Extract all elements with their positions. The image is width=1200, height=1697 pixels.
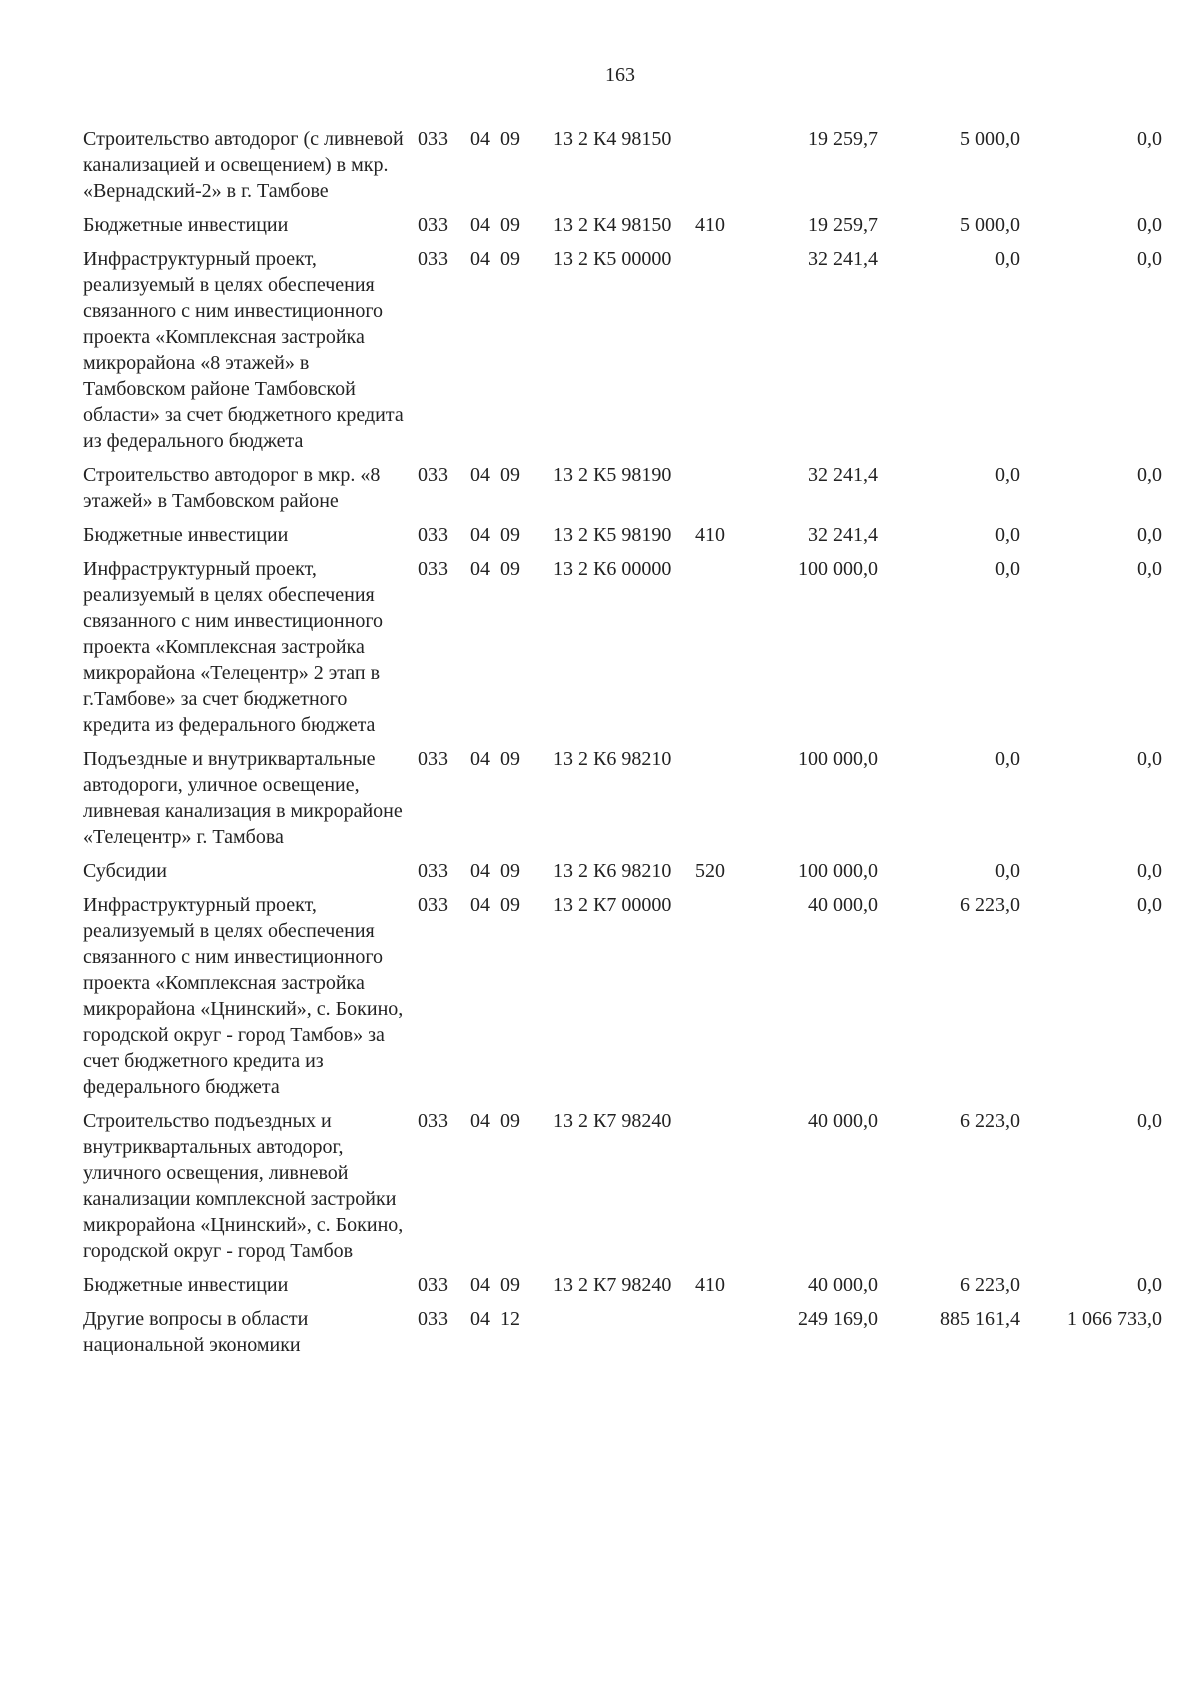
- row-amount-year-2: 0,0: [995, 524, 1020, 546]
- row-subsection-code: 09: [500, 248, 520, 270]
- row-amount-year-2: 6 223,0: [960, 894, 1020, 916]
- row-amount-year-1: 100 000,0: [798, 860, 878, 882]
- row-name: Инфраструктурный проект, реализуемый в целях обеспечения связанного с ним инвестиционного проекта «Комплексная застройка микрорайона «Цнинский», с. Бокино, городской округ - город Тамбов» за счет бюджетного кредита из федерального бюджета: [83, 894, 404, 1098]
- row-section-code: 04: [470, 1308, 490, 1330]
- row-amount-year-2: 0,0: [995, 248, 1020, 270]
- row-amount-year-2: 0,0: [995, 860, 1020, 882]
- row-target-code: 13 2 К5 00000: [553, 248, 672, 270]
- row-amount-year-3: 1 066 733,0: [1067, 1308, 1162, 1330]
- row-name: Инфраструктурный проект, реализуемый в целях обеспечения связанного с ним инвестиционного проекта «Комплексная застройка микрорайона «Телецентр» 2 этап в г.Тамбове» за счет бюджетного кредита из федерального бюджета: [83, 558, 384, 736]
- row-amount-year-1: 40 000,0: [808, 1274, 878, 1296]
- row-target-code: 13 2 К7 00000: [553, 894, 672, 916]
- row-name: Строительство автодорог в мкр. «8 этажей» в Тамбовском районе: [83, 464, 381, 512]
- row-subsection-code: 09: [500, 1274, 520, 1296]
- row-amount-year-2: 885 161,4: [940, 1308, 1020, 1330]
- row-expense-code: 410: [695, 1274, 725, 1296]
- row-amount-year-1: 100 000,0: [798, 558, 878, 580]
- row-subsection-code: 09: [500, 860, 520, 882]
- row-subsection-code: 09: [500, 128, 520, 150]
- row-target-code: 13 2 К6 00000: [553, 558, 672, 580]
- row-ministry-code: 033: [418, 894, 448, 916]
- row-subsection-code: 09: [500, 748, 520, 770]
- row-ministry-code: 033: [418, 128, 448, 150]
- row-name: Подъездные и внутриквартальные автодороги, уличное освещение, ливневая канализация в микрорайоне «Телецентр» г. Тамбова: [83, 748, 403, 848]
- row-target-code: 13 2 К6 98210: [553, 748, 672, 770]
- row-amount-year-2: 5 000,0: [960, 214, 1020, 236]
- row-amount-year-3: 0,0: [1137, 860, 1162, 882]
- row-subsection-code: 09: [500, 464, 520, 486]
- row-expense-code: 520: [695, 860, 725, 882]
- row-ministry-code: 033: [418, 214, 448, 236]
- table-row: [0, 126, 1200, 204]
- row-section-code: 04: [470, 558, 490, 580]
- row-amount-year-3: 0,0: [1137, 524, 1162, 546]
- table-row: [0, 522, 1200, 548]
- row-name: Другие вопросы в области национальной экономики: [83, 1308, 309, 1356]
- row-section-code: 04: [470, 214, 490, 236]
- row-amount-year-1: 100 000,0: [798, 748, 878, 770]
- table-row: [0, 746, 1200, 850]
- row-subsection-code: 09: [500, 214, 520, 236]
- row-section-code: 04: [470, 128, 490, 150]
- row-target-code: 13 2 К7 98240: [553, 1110, 672, 1132]
- row-section-code: 04: [470, 748, 490, 770]
- row-section-code: 04: [470, 894, 490, 916]
- row-amount-year-1: 40 000,0: [808, 1110, 878, 1132]
- table-row: [0, 462, 1200, 514]
- row-section-code: 04: [470, 248, 490, 270]
- row-amount-year-2: 5 000,0: [960, 128, 1020, 150]
- row-amount-year-3: 0,0: [1137, 748, 1162, 770]
- table-row: [0, 858, 1200, 884]
- row-ministry-code: 033: [418, 558, 448, 580]
- row-name: Бюджетные инвестиции: [83, 214, 289, 236]
- row-amount-year-3: 0,0: [1137, 1274, 1162, 1296]
- row-amount-year-3: 0,0: [1137, 214, 1162, 236]
- row-amount-year-3: 0,0: [1137, 128, 1162, 150]
- row-amount-year-1: 19 259,7: [808, 214, 878, 236]
- row-subsection-code: 09: [500, 894, 520, 916]
- row-target-code: 13 2 К5 98190: [553, 464, 672, 486]
- row-amount-year-3: 0,0: [1137, 1110, 1162, 1132]
- row-amount-year-2: 6 223,0: [960, 1274, 1020, 1296]
- row-section-code: 04: [470, 1110, 490, 1132]
- row-name: Инфраструктурный проект, реализуемый в целях обеспечения связанного с ним инвестиционного проекта «Комплексная застройка микрорайона «8 этажей» в Тамбовском районе Тамбовской области» за счет бюджетного кредита из федерального бюджета: [83, 248, 404, 452]
- row-name: Бюджетные инвестиции: [83, 524, 289, 546]
- row-name: Бюджетные инвестиции: [83, 1274, 289, 1296]
- row-amount-year-3: 0,0: [1137, 894, 1162, 916]
- row-subsection-code: 09: [500, 524, 520, 546]
- row-subsection-code: 09: [500, 558, 520, 580]
- row-amount-year-1: 40 000,0: [808, 894, 878, 916]
- row-target-code: 13 2 К4 98150: [553, 128, 672, 150]
- row-ministry-code: 033: [418, 464, 448, 486]
- table-row: [0, 246, 1200, 454]
- row-amount-year-1: 32 241,4: [808, 248, 878, 270]
- row-amount-year-1: 19 259,7: [808, 128, 878, 150]
- row-subsection-code: 09: [500, 1110, 520, 1132]
- row-ministry-code: 033: [418, 1308, 448, 1330]
- row-amount-year-3: 0,0: [1137, 558, 1162, 580]
- row-ministry-code: 033: [418, 860, 448, 882]
- row-expense-code: 410: [695, 214, 725, 236]
- row-ministry-code: 033: [418, 524, 448, 546]
- row-section-code: 04: [470, 860, 490, 882]
- table-row: [0, 1272, 1200, 1298]
- row-ministry-code: 033: [418, 248, 448, 270]
- row-ministry-code: 033: [418, 748, 448, 770]
- row-name: Строительство автодорог (с ливневой канализацией и освещением) в мкр. «Вернадский-2» в г. Тамбове: [83, 128, 404, 202]
- row-name: Субсидии: [83, 860, 167, 882]
- row-amount-year-2: 6 223,0: [960, 1110, 1020, 1132]
- row-target-code: 13 2 К7 98240: [553, 1274, 672, 1296]
- row-target-code: 13 2 К5 98190: [553, 524, 672, 546]
- row-expense-code: 410: [695, 524, 725, 546]
- row-subsection-code: 12: [500, 1308, 520, 1330]
- row-section-code: 04: [470, 1274, 490, 1296]
- table-row: [0, 1306, 1200, 1358]
- row-amount-year-2: 0,0: [995, 464, 1020, 486]
- row-amount-year-1: 32 241,4: [808, 524, 878, 546]
- row-name: Строительство подъездных и внутриквартальных автодорог, уличного освещения, ливневой канализации комплексной застройки микрорайона «Цнинский», с. Бокино, городской округ - город Тамбов: [83, 1110, 404, 1262]
- row-amount-year-3: 0,0: [1137, 248, 1162, 270]
- row-amount-year-2: 0,0: [995, 748, 1020, 770]
- budget-table: [0, 126, 1200, 1366]
- table-row: [0, 212, 1200, 238]
- row-amount-year-1: 249 169,0: [798, 1308, 878, 1330]
- row-section-code: 04: [470, 464, 490, 486]
- row-section-code: 04: [470, 524, 490, 546]
- page-number: 163: [605, 64, 635, 86]
- row-amount-year-1: 32 241,4: [808, 464, 878, 486]
- row-ministry-code: 033: [418, 1274, 448, 1296]
- row-amount-year-3: 0,0: [1137, 464, 1162, 486]
- table-row: [0, 892, 1200, 1100]
- row-target-code: 13 2 К4 98150: [553, 214, 672, 236]
- row-amount-year-2: 0,0: [995, 558, 1020, 580]
- row-target-code: 13 2 К6 98210: [553, 860, 672, 882]
- row-ministry-code: 033: [418, 1110, 448, 1132]
- table-row: [0, 1108, 1200, 1264]
- table-row: [0, 556, 1200, 738]
